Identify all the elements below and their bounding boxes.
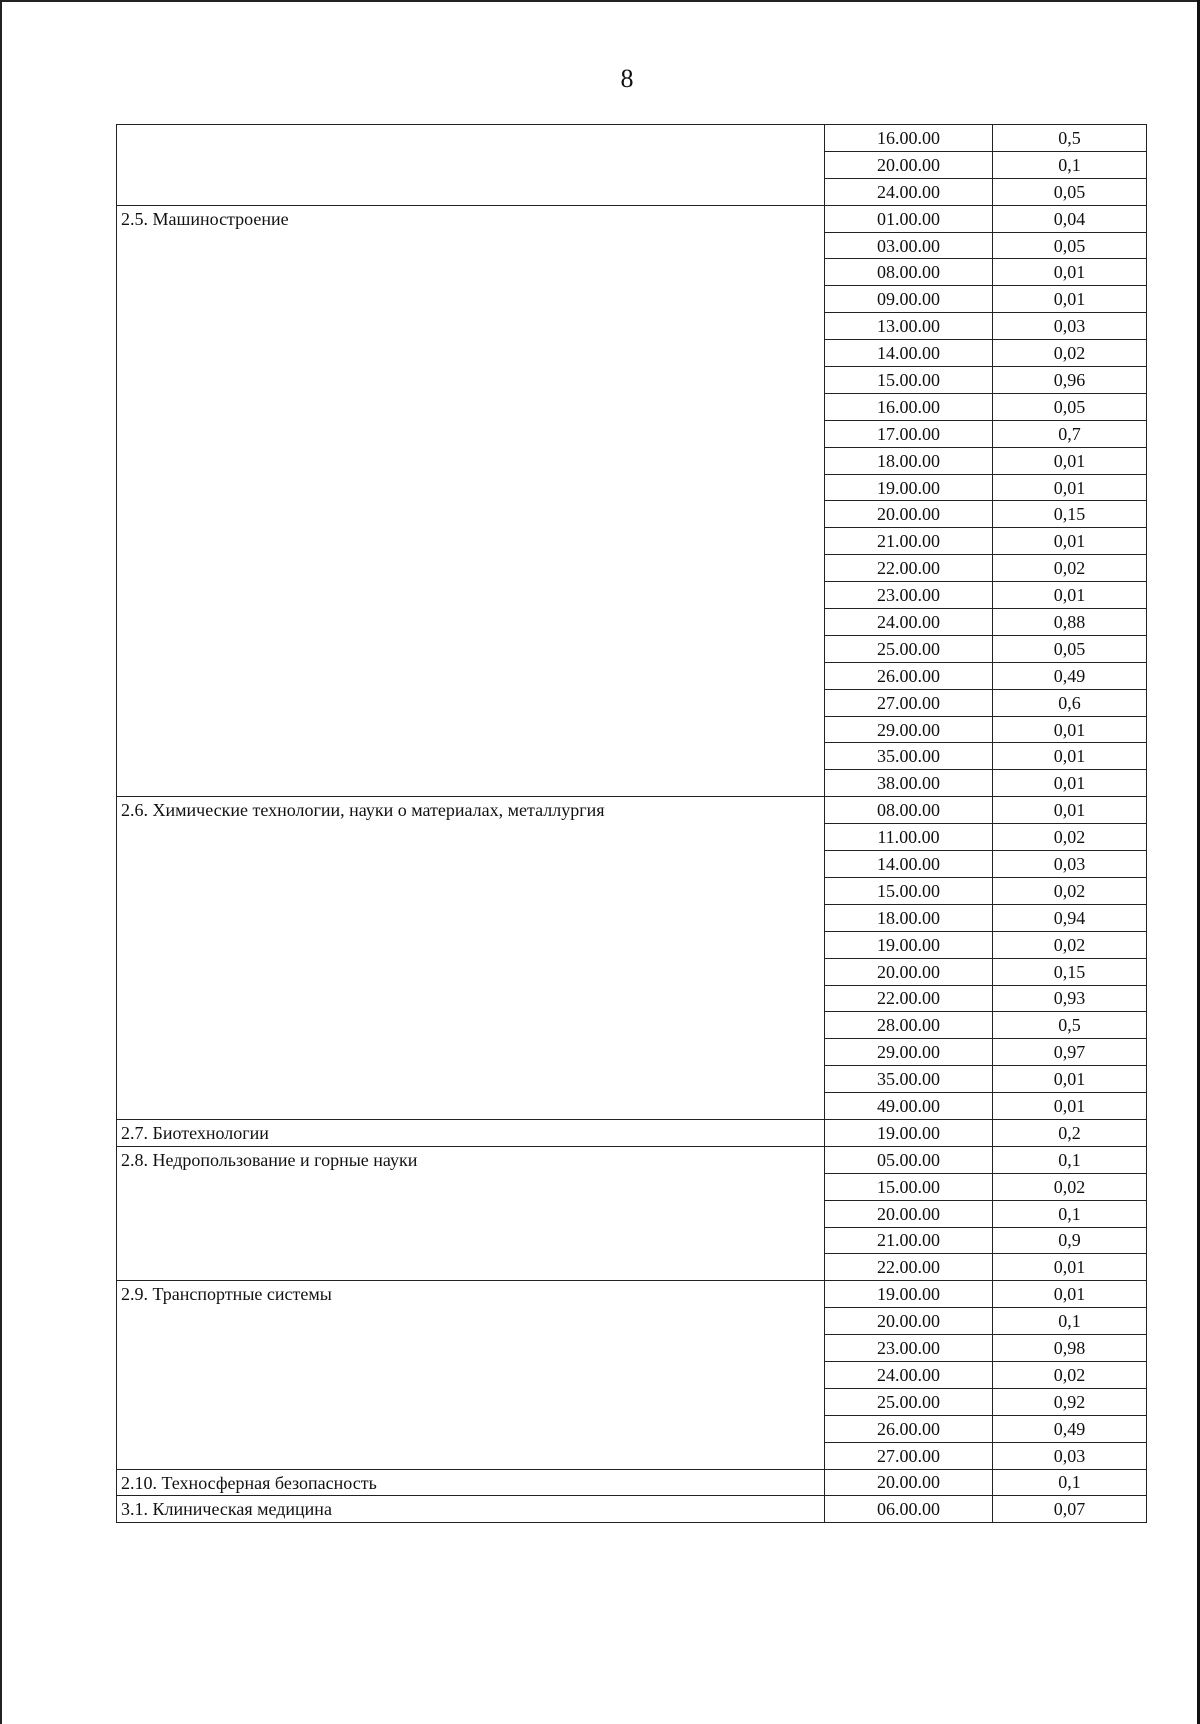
value-cell: 0,2 [993, 1119, 1147, 1146]
code-cell: 08.00.00 [825, 797, 993, 824]
table-row [117, 1281, 1147, 1308]
value-cell: 0,02 [993, 877, 1147, 904]
value-cell: 0,1 [993, 1146, 1147, 1173]
code-cell: 06.00.00 [825, 1496, 993, 1523]
code-cell: 15.00.00 [825, 877, 993, 904]
value-cell: 0,01 [993, 582, 1147, 609]
code-cell: 20.00.00 [825, 1200, 993, 1227]
value-cell: 0,01 [993, 1254, 1147, 1281]
value-cell: 0,49 [993, 662, 1147, 689]
section-label: 2.8. Недропользование и горные науки [117, 1146, 825, 1280]
code-cell: 03.00.00 [825, 232, 993, 259]
code-cell: 18.00.00 [825, 904, 993, 931]
page-number: 8 [620, 64, 634, 93]
value-cell: 0,04 [993, 205, 1147, 232]
code-cell: 25.00.00 [825, 1388, 993, 1415]
code-cell: 16.00.00 [825, 125, 993, 152]
value-cell: 0,96 [993, 367, 1147, 394]
value-cell: 0,02 [993, 340, 1147, 367]
value-cell: 0,02 [993, 1361, 1147, 1388]
coefficient-table [116, 124, 1147, 1523]
value-cell: 0,01 [993, 259, 1147, 286]
value-cell: 0,01 [993, 797, 1147, 824]
code-cell: 20.00.00 [825, 151, 993, 178]
code-cell: 28.00.00 [825, 1012, 993, 1039]
code-cell: 27.00.00 [825, 689, 993, 716]
code-cell: 35.00.00 [825, 1066, 993, 1093]
value-cell: 0,49 [993, 1415, 1147, 1442]
value-cell: 0,01 [993, 1093, 1147, 1120]
value-cell: 0,03 [993, 1442, 1147, 1469]
code-cell: 26.00.00 [825, 1415, 993, 1442]
code-cell: 19.00.00 [825, 1281, 993, 1308]
code-cell: 22.00.00 [825, 1254, 993, 1281]
value-cell: 0,15 [993, 501, 1147, 528]
code-cell: 24.00.00 [825, 609, 993, 636]
value-cell: 0,97 [993, 1039, 1147, 1066]
section-label: 3.1. Клиническая медицина [117, 1496, 825, 1523]
value-cell: 0,93 [993, 985, 1147, 1012]
value-cell: 0,01 [993, 286, 1147, 313]
code-cell: 09.00.00 [825, 286, 993, 313]
code-cell: 01.00.00 [825, 205, 993, 232]
value-cell: 0,07 [993, 1496, 1147, 1523]
value-cell: 0,1 [993, 1200, 1147, 1227]
page-edge-left [0, 0, 2, 1724]
value-cell: 0,1 [993, 151, 1147, 178]
table-row [117, 1469, 1147, 1496]
code-cell: 08.00.00 [825, 259, 993, 286]
value-cell: 0,6 [993, 689, 1147, 716]
value-cell: 0,03 [993, 851, 1147, 878]
code-cell: 15.00.00 [825, 1173, 993, 1200]
value-cell: 0,01 [993, 1066, 1147, 1093]
table-row [117, 1119, 1147, 1146]
code-cell: 29.00.00 [825, 716, 993, 743]
table-row [117, 1146, 1147, 1173]
value-cell: 0,94 [993, 904, 1147, 931]
code-cell: 15.00.00 [825, 367, 993, 394]
value-cell: 0,01 [993, 770, 1147, 797]
code-cell: 16.00.00 [825, 393, 993, 420]
section-label: 2.7. Биотехнологии [117, 1119, 825, 1146]
code-cell: 26.00.00 [825, 662, 993, 689]
code-cell: 20.00.00 [825, 958, 993, 985]
code-cell: 35.00.00 [825, 743, 993, 770]
code-cell: 24.00.00 [825, 1361, 993, 1388]
value-cell: 0,02 [993, 931, 1147, 958]
value-cell: 0,02 [993, 1173, 1147, 1200]
value-cell: 0,01 [993, 474, 1147, 501]
section-label: 2.5. Машиностроение [117, 205, 825, 797]
value-cell: 0,01 [993, 1281, 1147, 1308]
value-cell: 0,01 [993, 716, 1147, 743]
code-cell: 22.00.00 [825, 985, 993, 1012]
page-edge-top [0, 0, 1200, 2]
value-cell: 0,01 [993, 447, 1147, 474]
code-cell: 19.00.00 [825, 931, 993, 958]
section-label: 2.9. Транспортные системы [117, 1281, 825, 1469]
value-cell: 0,03 [993, 313, 1147, 340]
value-cell: 0,02 [993, 824, 1147, 851]
code-cell: 27.00.00 [825, 1442, 993, 1469]
code-cell: 21.00.00 [825, 1227, 993, 1254]
value-cell: 0,7 [993, 420, 1147, 447]
value-cell: 0,01 [993, 743, 1147, 770]
code-cell: 22.00.00 [825, 555, 993, 582]
value-cell: 0,05 [993, 635, 1147, 662]
coefficient-table-body [117, 125, 1147, 1523]
section-label: 2.6. Химические технологии, науки о материалах, металлургия [117, 797, 825, 1120]
section-label: 2.10. Техносферная безопасность [117, 1469, 825, 1496]
code-cell: 20.00.00 [825, 1308, 993, 1335]
code-cell: 14.00.00 [825, 851, 993, 878]
value-cell: 0,5 [993, 1012, 1147, 1039]
code-cell: 23.00.00 [825, 1335, 993, 1362]
section-label [117, 125, 825, 206]
table-row [117, 205, 1147, 232]
value-cell: 0,98 [993, 1335, 1147, 1362]
value-cell: 0,02 [993, 555, 1147, 582]
code-cell: 38.00.00 [825, 770, 993, 797]
code-cell: 14.00.00 [825, 340, 993, 367]
table-row [117, 797, 1147, 824]
value-cell: 0,92 [993, 1388, 1147, 1415]
value-cell: 0,1 [993, 1469, 1147, 1496]
value-cell: 0,1 [993, 1308, 1147, 1335]
code-cell: 13.00.00 [825, 313, 993, 340]
value-cell: 0,01 [993, 528, 1147, 555]
table-row [117, 1496, 1147, 1523]
code-cell: 49.00.00 [825, 1093, 993, 1120]
value-cell: 0,88 [993, 609, 1147, 636]
code-cell: 24.00.00 [825, 178, 993, 205]
value-cell: 0,05 [993, 393, 1147, 420]
code-cell: 11.00.00 [825, 824, 993, 851]
value-cell: 0,05 [993, 232, 1147, 259]
code-cell: 25.00.00 [825, 635, 993, 662]
code-cell: 19.00.00 [825, 474, 993, 501]
code-cell: 19.00.00 [825, 1119, 993, 1146]
code-cell: 21.00.00 [825, 528, 993, 555]
code-cell: 23.00.00 [825, 582, 993, 609]
value-cell: 0,05 [993, 178, 1147, 205]
value-cell: 0,5 [993, 125, 1147, 152]
code-cell: 18.00.00 [825, 447, 993, 474]
value-cell: 0,9 [993, 1227, 1147, 1254]
code-cell: 20.00.00 [825, 1469, 993, 1496]
code-cell: 17.00.00 [825, 420, 993, 447]
code-cell: 29.00.00 [825, 1039, 993, 1066]
value-cell: 0,15 [993, 958, 1147, 985]
code-cell: 05.00.00 [825, 1146, 993, 1173]
code-cell: 20.00.00 [825, 501, 993, 528]
table-row [117, 125, 1147, 152]
